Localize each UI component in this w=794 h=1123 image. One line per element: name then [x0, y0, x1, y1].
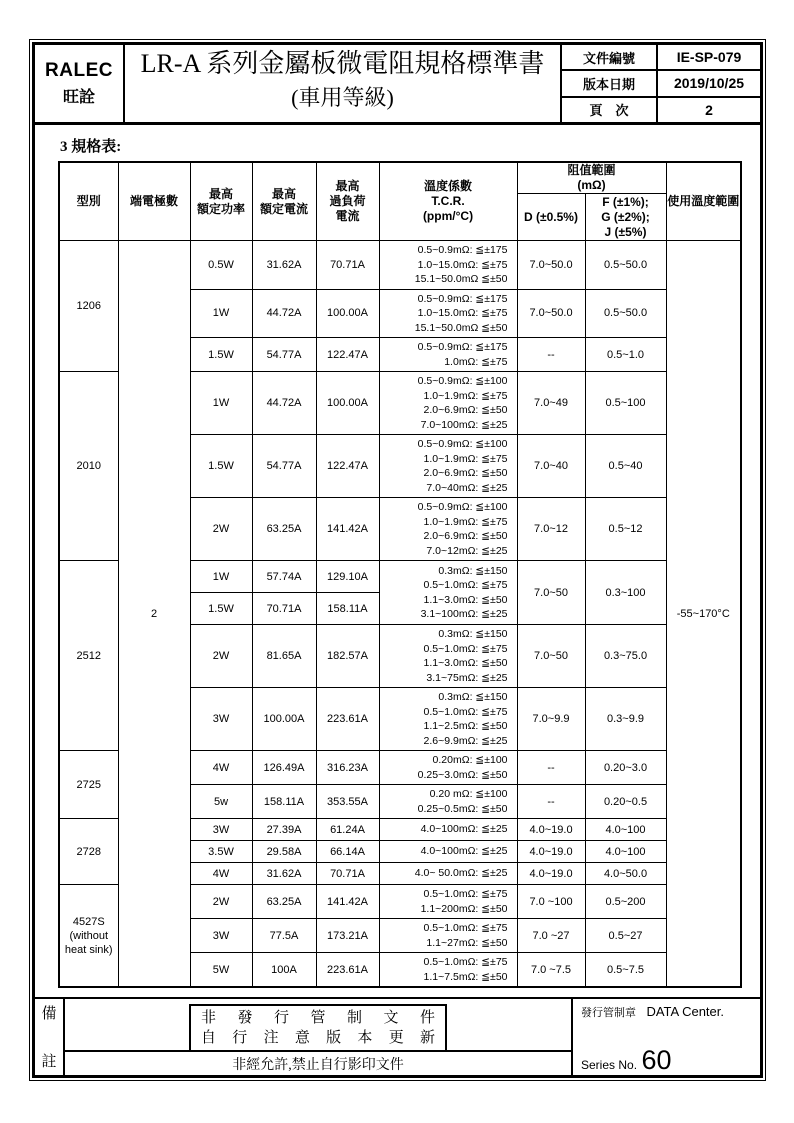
tcr-line: 1.1~3.0mΩ: ≦±50 [423, 593, 508, 606]
tcr-line: 1.1~2.5mΩ: ≦±50 [423, 720, 508, 732]
footer-right [573, 999, 760, 1075]
tcr-cell [379, 919, 517, 953]
tcr-line: 0.20mΩ: ≦±100 [432, 754, 508, 766]
tcr-line: 0.5~1.0mΩ: ≦±75 [423, 579, 508, 591]
model-cell [59, 241, 118, 372]
tcr-line: 2.0~6.9mΩ: ≦±50 [423, 467, 508, 479]
power-cell: 3W [190, 688, 252, 751]
tol-fgj-line: F (±1%); [602, 194, 649, 209]
tcr-line: 0.5~1.0mΩ: ≦±75 [423, 956, 508, 968]
current-cell: 100A [252, 953, 316, 988]
meta-label: 文件編號 [562, 45, 658, 69]
tolerance-f-cell: 0.5~1.0 [585, 338, 666, 372]
overload-cell: 122.47A [316, 435, 379, 498]
col-header-tol-d: D (±0.5%) [517, 194, 585, 241]
notice-box [189, 1004, 447, 1052]
stamp-value: DATA Center. [646, 1004, 725, 1019]
tcr-line: 0.3mΩ: ≦±150 [438, 564, 508, 577]
col-header-power [190, 162, 252, 241]
current-cell: 29.58A [252, 841, 316, 863]
tcr-cell [379, 338, 517, 372]
tolerance-f-cell: 0.5~12 [585, 498, 666, 561]
document-subtitle: (車用等級) [291, 85, 394, 110]
tolerance-f-cell: 0.5~7.5 [585, 953, 666, 988]
tcr-line: 0.5~1.0mΩ: ≦±75 [423, 888, 508, 900]
tolerance-f-cell: 0.20~3.0 [585, 751, 666, 785]
tcr-line: 0.5~1.0mΩ: ≦±75 [423, 642, 508, 655]
tcr-line: 0.5~0.9mΩ: ≦±100 [417, 375, 508, 387]
footer-notice-area [65, 999, 571, 1052]
tcr-line: 3.1~100mΩ: ≦±25 [420, 608, 508, 620]
tolerance-d-cell: -- [517, 338, 585, 372]
tcr-cell [379, 625, 517, 688]
current-cell: 158.11A [252, 785, 316, 819]
power-cell: 5w [190, 785, 252, 819]
current-cell: 81.65A [252, 625, 316, 688]
tol-fgj-line: G (±2%); [601, 209, 650, 224]
footer-remark-label [35, 999, 65, 1075]
model-name: 2728 [76, 845, 101, 858]
tcr-line: 4.0~100mΩ: ≦±25 [420, 845, 508, 858]
tcr-line: 2.6~9.9mΩ: ≦±25 [423, 734, 508, 747]
series-number [581, 1047, 672, 1074]
model-cell [59, 751, 118, 819]
tcr-line: 0.5~0.9mΩ: ≦±175 [417, 292, 508, 305]
model-cell [59, 561, 118, 751]
document-page [32, 42, 763, 1078]
model-note-line: heat sink) [64, 943, 113, 956]
stamp-label: 發行管制章 [581, 1007, 636, 1019]
document-title-block [125, 45, 562, 122]
tcr-line: 0.5~1.0mΩ: ≦±75 [423, 705, 508, 718]
company-logo [35, 45, 125, 122]
tolerance-f-cell: 4.0~50.0 [585, 863, 666, 885]
tolerance-d-cell: 7.0 ~27 [517, 919, 585, 953]
tolerance-f-cell: 0.5~27 [585, 919, 666, 953]
section-title: 3 規格表: [60, 139, 122, 155]
copy-notice: 非經允許,禁止自行影印文件 [232, 1057, 404, 1073]
tcr-cell [379, 688, 517, 751]
power-cell: 1W [190, 372, 252, 435]
power-cell: 1.5W [190, 338, 252, 372]
overload-cell: 100.00A [316, 289, 379, 338]
tcr-cell [379, 841, 517, 863]
remark-label-top: 備 [41, 1006, 57, 1022]
current-cell: 63.25A [252, 885, 316, 919]
notice-line: 自 行 注 意 版 本 更 新 [201, 1030, 435, 1046]
col-header-power-line: 額定功率 [196, 201, 245, 216]
tolerance-f-cell: 0.5~40 [585, 435, 666, 498]
tcr-line: 2.0~6.9mΩ: ≦±50 [423, 404, 508, 416]
model-name: 4527S [72, 915, 105, 928]
overload-cell: 61.24A [316, 819, 379, 841]
tcr-line: 0.25~0.5mΩ: ≦±50 [417, 802, 508, 815]
overload-cell: 66.14A [316, 841, 379, 863]
current-cell: 77.5A [252, 919, 316, 953]
current-cell: 31.62A [252, 863, 316, 885]
col-header-tcr [379, 162, 517, 241]
document-header [35, 45, 760, 125]
current-cell: 54.77A [252, 435, 316, 498]
tolerance-f-cell: 0.5~50.0 [585, 241, 666, 290]
tcr-line: 2.0~6.9mΩ: ≦±50 [423, 530, 508, 542]
tcr-line: 3.1~75mΩ: ≦±25 [426, 671, 508, 684]
meta-row-version-date [562, 71, 760, 97]
overload-cell: 141.42A [316, 498, 379, 561]
tcr-line: 0.3mΩ: ≦±150 [438, 628, 508, 640]
col-header-overload-line: 電流 [335, 209, 360, 223]
spec-table [58, 161, 742, 988]
tcr-line: 0.5~0.9mΩ: ≦±175 [417, 341, 508, 353]
overload-cell: 316.23A [316, 751, 379, 785]
tcr-line: 0.5~0.9mΩ: ≦±100 [417, 438, 508, 450]
col-header-tcr-line: T.C.R. [431, 194, 465, 208]
tolerance-f-cell: 0.5~100 [585, 372, 666, 435]
meta-row-page-number [562, 98, 760, 122]
col-header-current-line: 最高 [271, 186, 296, 201]
tolerance-f-cell: 0.20~0.5 [585, 785, 666, 819]
power-cell: 4W [190, 751, 252, 785]
tcr-line: 1.1~27mΩ: ≦±50 [426, 936, 508, 949]
overload-cell: 223.61A [316, 953, 379, 988]
power-cell: 3.5W [190, 841, 252, 863]
tcr-cell [379, 885, 517, 919]
tcr-cell [379, 372, 517, 435]
meta-label: 頁 次 [562, 98, 658, 122]
tolerance-d-cell: 7.0~12 [517, 498, 585, 561]
overload-cell: 70.71A [316, 241, 379, 290]
tolerance-d-cell: 4.0~19.0 [517, 863, 585, 885]
version-date-value: 2019/10/25 [673, 75, 745, 92]
tcr-line: 0.5~1.0mΩ: ≦±75 [423, 922, 508, 934]
tolerance-f-cell: 0.5~200 [585, 885, 666, 919]
tcr-line: 1.0~1.9mΩ: ≦±75 [423, 452, 508, 465]
col-header-overload [316, 162, 379, 241]
tcr-line: 4.0~100mΩ: ≦±25 [420, 823, 508, 836]
tcr-line: 7.0~100mΩ: ≦±25 [420, 418, 508, 431]
tcr-cell [379, 498, 517, 561]
overload-cell: 173.21A [316, 919, 379, 953]
tolerance-d-cell: 7.0~50.0 [517, 241, 585, 290]
document-footer [35, 997, 760, 1075]
power-cell: 3W [190, 919, 252, 953]
meta-row-doc-number [562, 45, 760, 71]
tcr-line: 1.0~1.9mΩ: ≦±75 [423, 515, 508, 528]
overload-cell: 158.11A [316, 593, 379, 625]
model-note-line: (without [69, 929, 109, 942]
tcr-line: 15.1~50.0mΩ ≦±50 [414, 273, 508, 285]
tolerance-f-cell: 4.0~100 [585, 841, 666, 863]
col-header-tcr-line: (ppm/°C) [422, 209, 474, 223]
notice-line: 非 發 行 管 制 文 件 [201, 1010, 435, 1026]
current-cell: 44.72A [252, 289, 316, 338]
power-cell: 3W [190, 819, 252, 841]
col-header-tol-fgj [585, 194, 666, 241]
tcr-line: 0.5~0.9mΩ: ≦±175 [417, 244, 508, 256]
temp-range-cell: -55~170°C [666, 241, 741, 988]
tcr-line: 1.1~200mΩ: ≦±50 [420, 902, 508, 915]
doc-number-value: IE-SP-079 [676, 49, 742, 66]
overload-cell: 70.71A [316, 863, 379, 885]
model-cell [59, 819, 118, 885]
tolerance-f-cell: 0.5~50.0 [585, 289, 666, 338]
tcr-line: 0.5~0.9mΩ: ≦±100 [417, 501, 508, 513]
tcr-line: 15.1~50.0mΩ ≦±50 [414, 321, 508, 334]
overload-cell: 129.10A [316, 561, 379, 593]
col-header-current-line: 額定電流 [259, 201, 308, 216]
tolerance-d-cell: -- [517, 785, 585, 819]
current-cell: 100.00A [252, 688, 316, 751]
tcr-cell [379, 751, 517, 785]
current-cell: 54.77A [252, 338, 316, 372]
meta-label: 版本日期 [562, 71, 658, 95]
power-cell: 1W [190, 561, 252, 593]
terminals-cell: 2 [118, 241, 190, 988]
resistance-range-line: (mΩ) [577, 178, 606, 192]
overload-cell: 353.55A [316, 785, 379, 819]
power-cell: 2W [190, 885, 252, 919]
tolerance-d-cell: 7.0 ~100 [517, 885, 585, 919]
col-header-overload-line: 過負荷 [329, 194, 366, 208]
tolerance-d-cell: 4.0~19.0 [517, 819, 585, 841]
power-cell: 1.5W [190, 593, 252, 625]
model-name: 2010 [76, 460, 101, 472]
col-header-temp-range: 使用溫度範圍 [666, 162, 741, 241]
overload-cell: 182.57A [316, 625, 379, 688]
tcr-cell [379, 561, 517, 625]
power-cell: 1.5W [190, 435, 252, 498]
model-name: 2725 [76, 778, 101, 791]
tcr-line: 1.0mΩ: ≦±75 [444, 355, 508, 368]
footer-middle [65, 999, 573, 1075]
tcr-line: 1.0~15.0mΩ: ≦±75 [417, 307, 508, 319]
tcr-line: 0.3mΩ: ≦±150 [438, 691, 508, 703]
tcr-cell [379, 435, 517, 498]
series-label: Series No. [581, 1058, 638, 1072]
current-cell: 44.72A [252, 372, 316, 435]
col-header-resistance-range [517, 162, 666, 194]
page-number-value: 2 [705, 101, 713, 118]
model-cell [59, 885, 118, 988]
tcr-line: 1.0~1.9mΩ: ≦±75 [423, 389, 508, 402]
col-header-tcr-line: 溫度係數 [423, 179, 472, 193]
overload-cell: 223.61A [316, 688, 379, 751]
current-cell: 70.71A [252, 593, 316, 625]
tolerance-f-cell: 4.0~100 [585, 819, 666, 841]
tcr-line: 0.25~3.0mΩ: ≦±50 [417, 768, 508, 781]
power-cell: 1W [190, 289, 252, 338]
tcr-cell [379, 863, 517, 885]
model-name: 2512 [76, 649, 101, 662]
power-cell: 4W [190, 863, 252, 885]
tcr-line: 0.20 mΩ: ≦±100 [429, 788, 508, 800]
power-cell: 2W [190, 498, 252, 561]
tcr-line: 7.0~40mΩ: ≦±25 [426, 481, 508, 494]
tolerance-d-cell: 7.0~49 [517, 372, 585, 435]
tcr-cell [379, 289, 517, 338]
tolerance-d-cell: 7.0 ~7.5 [517, 953, 585, 988]
col-header-overload-line: 最高 [335, 179, 360, 193]
tcr-cell [379, 953, 517, 988]
tolerance-f-cell: 0.3~100 [585, 561, 666, 625]
document-meta [562, 45, 760, 122]
col-header-power-line: 最高 [208, 186, 233, 201]
tcr-cell [379, 819, 517, 841]
tcr-cell [379, 785, 517, 819]
tolerance-d-cell: 7.0~50 [517, 561, 585, 625]
tolerance-d-cell: 7.0~40 [517, 435, 585, 498]
tolerance-d-cell: 7.0~50 [517, 625, 585, 688]
document-title: LR-A 系列金屬板微電阻規格標準書 [140, 49, 545, 78]
col-header-model: 型別 [59, 162, 118, 241]
document-body [35, 125, 760, 988]
tolerance-d-cell: 7.0~9.9 [517, 688, 585, 751]
overload-cell: 100.00A [316, 372, 379, 435]
tcr-cell [379, 241, 517, 290]
current-cell: 63.25A [252, 498, 316, 561]
remark-label-bottom: 註 [41, 1054, 57, 1070]
tcr-line: 1.1~7.5mΩ: ≦±50 [423, 970, 508, 983]
overload-cell: 141.42A [316, 885, 379, 919]
stamp-row [581, 1003, 760, 1021]
logo-text-en: RALEC [45, 60, 113, 81]
current-cell: 57.74A [252, 561, 316, 593]
current-cell: 126.49A [252, 751, 316, 785]
tcr-line: 4.0~ 50.0mΩ: ≦±25 [414, 867, 508, 880]
tcr-line: 1.0~15.0mΩ: ≦±75 [417, 258, 508, 271]
tolerance-d-cell: -- [517, 751, 585, 785]
tcr-line: 1.1~3.0mΩ: ≦±50 [423, 657, 508, 669]
model-cell [59, 372, 118, 561]
tolerance-d-cell: 4.0~19.0 [517, 841, 585, 863]
tol-fgj-line: J (±5%) [604, 224, 647, 239]
tolerance-d-cell: 7.0~50.0 [517, 289, 585, 338]
current-cell: 31.62A [252, 241, 316, 290]
power-cell: 5W [190, 953, 252, 988]
model-name: 1206 [76, 300, 101, 312]
logo-text-zh: 旺詮 [62, 89, 95, 106]
tolerance-f-cell: 0.3~9.9 [585, 688, 666, 751]
tcr-line: 7.0~12mΩ: ≦±25 [426, 544, 508, 557]
tolerance-f-cell: 0.3~75.0 [585, 625, 666, 688]
overload-cell: 122.47A [316, 338, 379, 372]
col-header-current [252, 162, 316, 241]
col-header-terminals: 端電極數 [118, 162, 190, 241]
series-value: 60 [641, 1045, 672, 1075]
power-cell: 0.5W [190, 241, 252, 290]
resistance-range-line: 阻值範圍 [567, 163, 616, 177]
current-cell: 27.39A [252, 819, 316, 841]
power-cell: 2W [190, 625, 252, 688]
